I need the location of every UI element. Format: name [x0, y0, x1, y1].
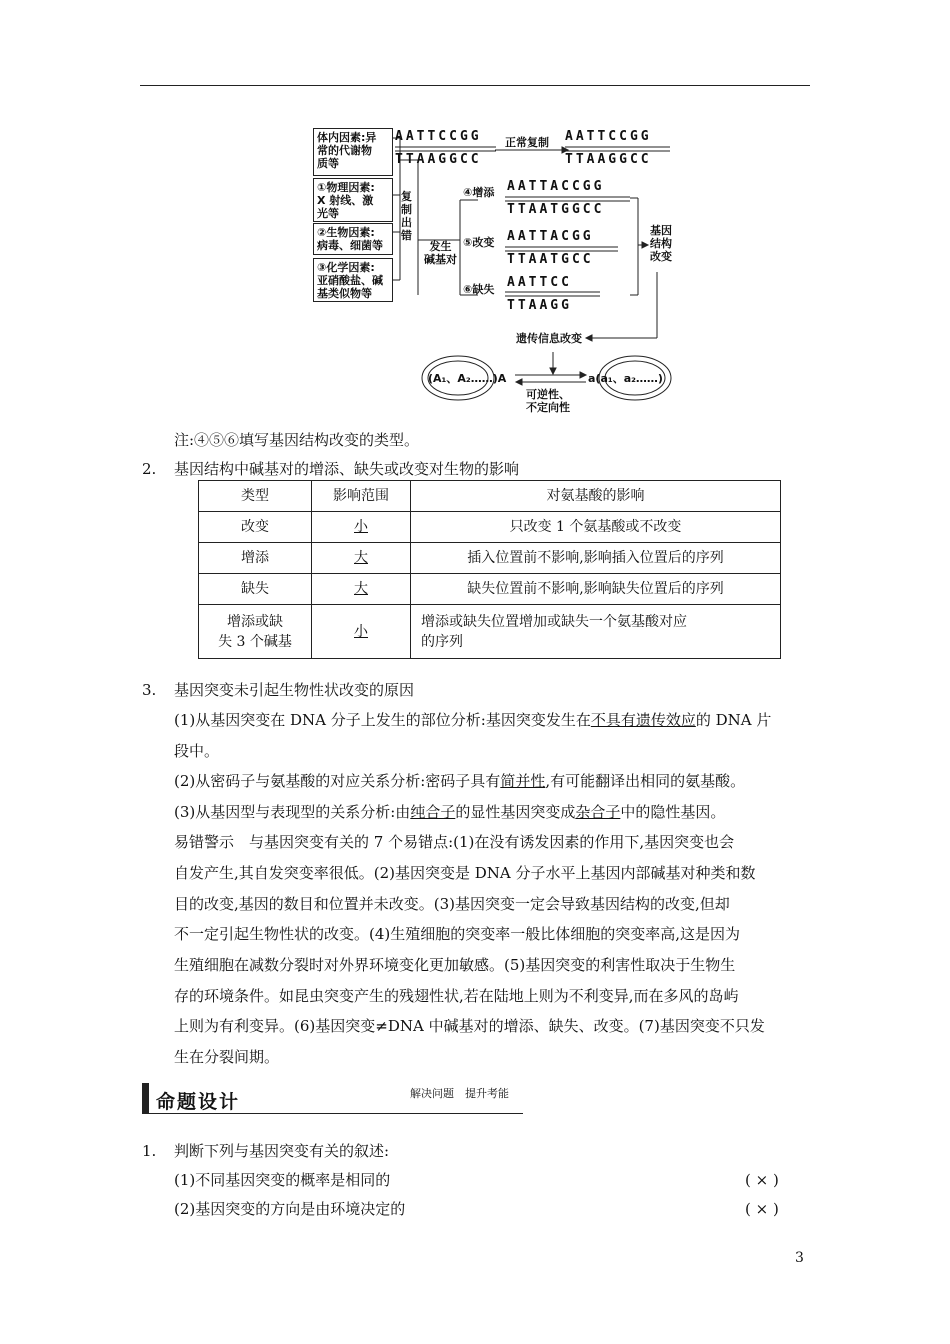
- type6-label: ⑥缺失: [463, 283, 495, 296]
- page-number: 3: [795, 1250, 804, 1266]
- diagram-note: 注:④⑤⑥填写基因结构改变的类型。: [174, 431, 420, 449]
- table-row: [199, 574, 781, 605]
- allele-left: (A₁、A₂……)A: [428, 372, 507, 385]
- seq5-bottom: TTAATGCC: [507, 252, 594, 267]
- type4-label: ④增添: [463, 186, 495, 199]
- cell-effect: 增添或缺失位置增加或缺失一个氨基酸对应 的序列: [411, 605, 781, 659]
- type5-label: ⑤改变: [463, 236, 495, 249]
- allele-right: a(a₁、a₂……): [588, 372, 663, 385]
- genetic-info-label: 遗传信息改变: [516, 332, 582, 345]
- replication-error-label: 复 制 出 错: [401, 190, 412, 242]
- item3-number: 3.: [142, 681, 157, 699]
- cell-range: 大: [312, 543, 411, 574]
- q1-stem: 判断下列与基因突变有关的叙述:: [174, 1142, 390, 1160]
- cause-biological-box: ②生物因素: 病毒、细菌等: [313, 223, 393, 255]
- header-effect: 对氨基酸的影响: [411, 481, 781, 512]
- cell-type: 增添或缺 失 3 个碱基: [199, 605, 312, 659]
- q1-statement-1: (1)不同基因突变的概率是相同的: [174, 1171, 391, 1189]
- cause-internal-box: 体内因素:异 常的代谢物 质等: [313, 128, 393, 176]
- seq4-top: AATTACCGG: [507, 179, 605, 194]
- header-rule: [140, 85, 810, 86]
- seq6-bottom: TTAAGG: [507, 298, 572, 313]
- warning-line: 生在分裂间期。: [174, 1048, 280, 1066]
- warning-line: 易错警示 与基因突变有关的 7 个易错点:(1)在没有诱发因素的作用下,基因突变也会: [174, 833, 735, 851]
- reversible-label: 可逆性、 不定向性: [526, 388, 570, 414]
- warning-line: 存的环境条件。如昆虫突变产生的残翅性状,若在陆地上则为不利变异,而在多风的岛屿: [174, 987, 739, 1005]
- normal-replication-label: 正常复制: [505, 136, 549, 149]
- seq6-top: AATTCC: [507, 275, 572, 290]
- seq-original-top: AATTCCGG: [395, 129, 482, 144]
- mutation-effect-table: [198, 480, 781, 659]
- banner-bar: [142, 1083, 149, 1113]
- item3-title: 基因突变未引起生物性状改变的原因: [174, 681, 415, 699]
- warning-line: 自发产生,其自发突变率很低。(2)基因突变是 DNA 分子水平上基因内部碱基对种类和数: [174, 864, 756, 882]
- section-banner: [142, 1083, 523, 1115]
- q1-statement-2: (2)基因突变的方向是由环境决定的: [174, 1200, 406, 1218]
- table-row: [199, 605, 781, 659]
- q1-answer-2: ( × ): [745, 1200, 779, 1218]
- seq-original-bottom: TTAAGGCC: [395, 152, 482, 167]
- seq4-bottom: TTAATGGCC: [507, 202, 605, 217]
- banner-subtitle: 解决问题 提升考能: [410, 1087, 509, 1100]
- cell-range: 大: [312, 574, 411, 605]
- header-range: 影响范围: [312, 481, 411, 512]
- table-header-row: [199, 481, 781, 512]
- cause-physical-box: ①物理因素: X 射线、激 光等: [313, 178, 393, 222]
- table-row: [199, 543, 781, 574]
- structure-change-label: 基因 结构 改变: [650, 224, 672, 263]
- item2-title: 基因结构中碱基对的增添、缺失或改变对生物的影响: [174, 460, 520, 478]
- cell-effect: 只改变 1 个氨基酸或不改变: [411, 512, 781, 543]
- occur-pair-label: 发生 碱基对: [424, 240, 457, 266]
- q1-number: 1.: [142, 1142, 157, 1160]
- reason-3: (3)从基因型与表现型的关系分析:由纯合子的显性基因突变成杂合子中的隐性基因。: [174, 803, 726, 821]
- cell-range: 小: [312, 512, 411, 543]
- cell-effect: 插入位置前不影响,影响插入位置后的序列: [411, 543, 781, 574]
- warning-line: 生殖细胞在减数分裂时对外界环境变化更加敏感。(5)基因突变的利害性取决于生物生: [174, 956, 736, 974]
- seq5-top: AATTACGG: [507, 229, 594, 244]
- mutation-diagram: [300, 120, 690, 420]
- table-row: [199, 512, 781, 543]
- banner-rule: [142, 1113, 523, 1114]
- warning-line: 不一定引起生物性状的改变。(4)生殖细胞的突变率一般比体细胞的突变率高,这是因为: [174, 925, 741, 943]
- header-type: 类型: [199, 481, 312, 512]
- cell-type: 缺失: [199, 574, 312, 605]
- q1-answer-1: ( × ): [745, 1171, 779, 1189]
- warning-line: 目的改变,基因的数目和位置并未改变。(3)基因突变一定会导致基因结构的改变,但却: [174, 895, 730, 913]
- reason-1-cont: 段中。: [174, 742, 220, 760]
- reason-2: (2)从密码子与氨基酸的对应关系分析:密码子具有简并性,有可能翻译出相同的氨基酸。: [174, 772, 746, 790]
- cell-type: 增添: [199, 543, 312, 574]
- cell-type: 改变: [199, 512, 312, 543]
- seq-normal-top: AATTCCGG: [565, 129, 652, 144]
- warning-line: 上则为有利变异。(6)基因突变≠DNA 中碱基对的增添、缺失、改变。(7)基因突变不只发: [174, 1017, 765, 1035]
- banner-title: 命题设计: [156, 1091, 241, 1113]
- reason-1: (1)从基因突变在 DNA 分子上发生的部位分析:基因突变发生在不具有遗传效应的 DNA 片: [174, 711, 772, 729]
- cause-chemical-box: ③化学因素: 亚硝酸盐、碱 基类似物等: [313, 258, 393, 302]
- cell-effect: 缺失位置前不影响,影响缺失位置后的序列: [411, 574, 781, 605]
- cell-range: 小: [312, 605, 411, 659]
- seq-normal-bottom: TTAAGGCC: [565, 152, 652, 167]
- item2-number: 2.: [142, 460, 157, 478]
